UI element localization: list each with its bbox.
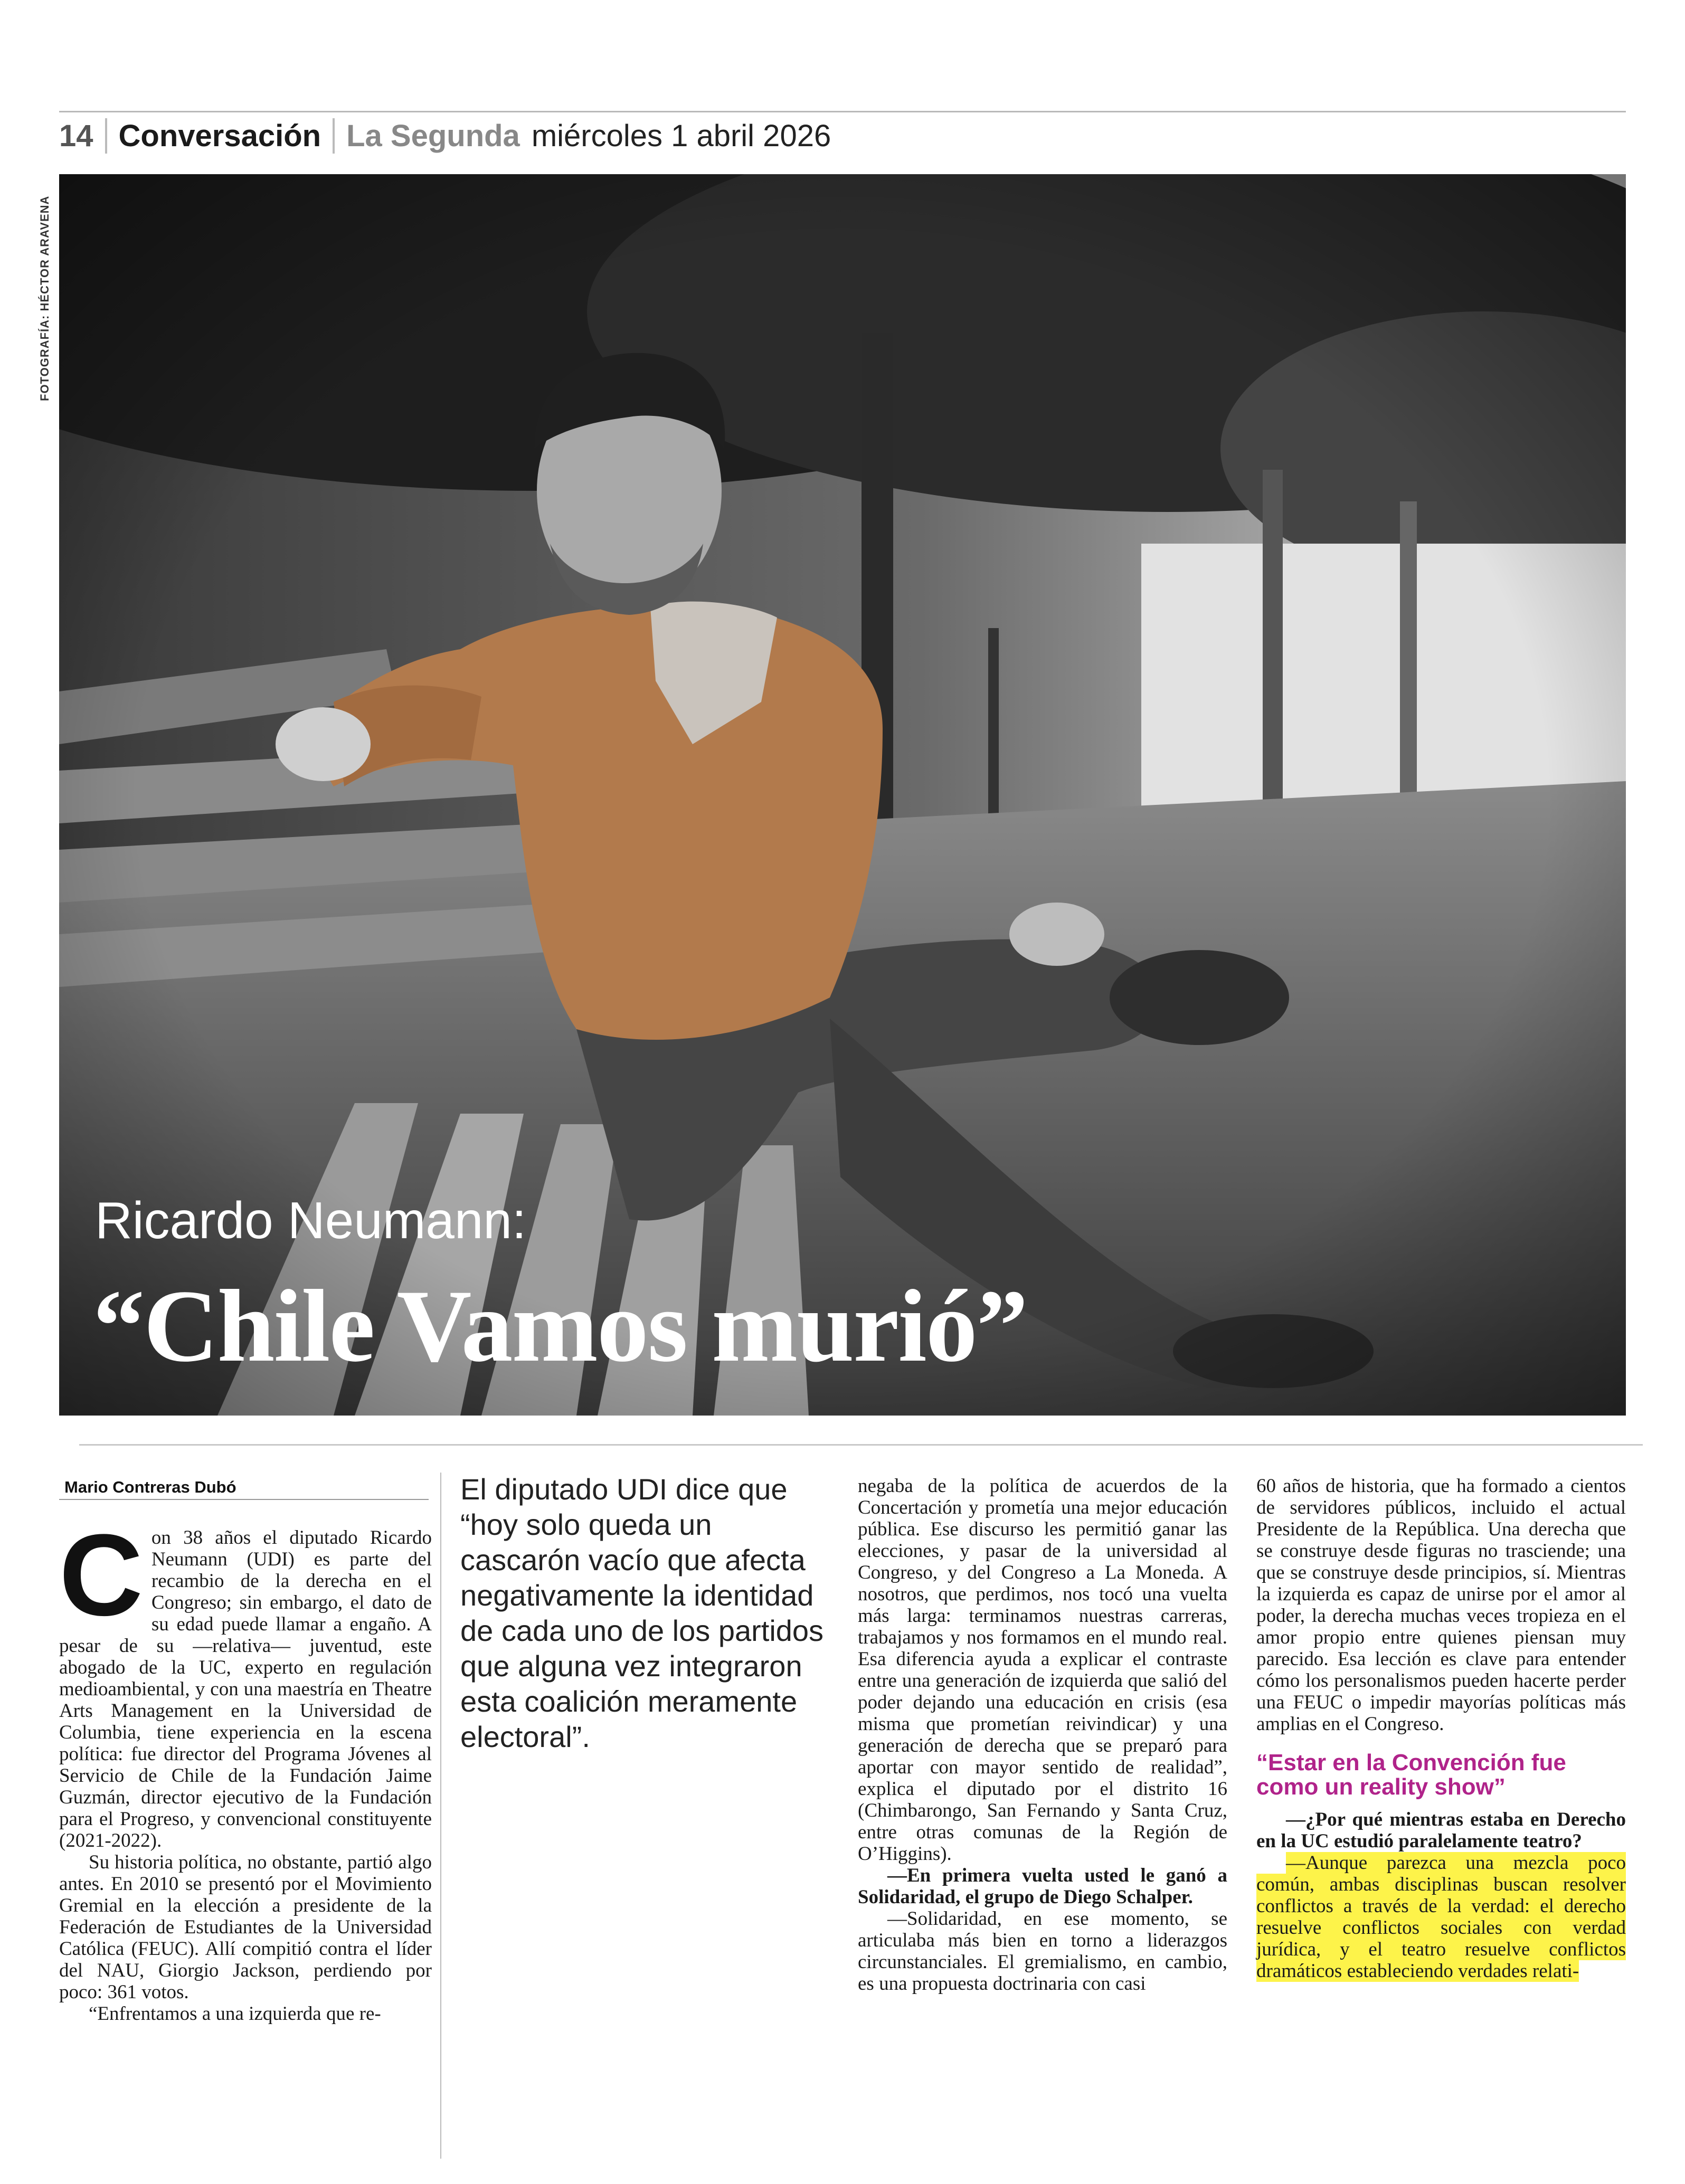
headline: “Chile Vamos murió” — [93, 1269, 1027, 1383]
page-number: 14 — [59, 118, 107, 154]
interview-question: —En primera vuelta usted le ganó a Solidaridad, el grupo de Diego Schalper. — [858, 1865, 1227, 1908]
byline-rule — [59, 1499, 429, 1500]
column-rule — [440, 1473, 441, 2159]
drop-cap: C — [59, 1510, 143, 1640]
article-paragraph: —Solidaridad, en ese momento, se articulaba más bien en torno a liderazgos circunstanciales. El gremialismo, en cambio, es una propuesta doctrinaria con casi — [858, 1908, 1227, 1995]
article-paragraph: negaba de la política de acuerdos de la Concertación y prometía una mejor educación pública. Ese discurso les permitió ganar las elecciones, y pasar de la universidad al Congreso, y del Congreso a La Moneda. A nosotros, que perdimos, nos tocó una vuelta más larga: terminamos nuestras carreras, trabajamos y nos formamos en el mundo real. Esa diferencia ayuda a explicar el contraste entre una generación de izquierda que salió del poder dejando una educación en crisis (esa misma que prometían reivindicar) y una generación de derecha que se preparó para aportar con mayor sentido de realidad”, explica el diputado por el distrito 16 (Chimbarongo, San Fernando y Santa Cruz, entre otras comunas de la Región de O’Higgins). — [858, 1475, 1227, 1865]
article-column-1 — [59, 1510, 432, 2025]
highlighted-text: —Aunque parezca una mezcla poco común, ambas disciplinas buscan resolver conflictos a través de la verdad: el derecho resuelve conflictos sociales con verdad jurídica, y el teatro resuelve conflictos dramáticos estableciendo verdades relati- — [1256, 1852, 1626, 1982]
article-column-3 — [858, 1475, 1227, 1995]
article-paragraph: Con 38 años el diputado Ricardo Neumann (UDI) es parte del recambio de la derecha en el Congreso; sin embargo, el dato de su edad puede llamar a engaño. A pesar de su —relativa— juventud, este abogado de la UC, experto en regulación medioambiental, y con una maestría en Theatre Arts Management en la Universidad de Columbia, tiene experiencia en la escena política: fue director del Programa Jóvenes al Servicio de Chile de la Fundación Jaime Guzmán, director ejecutivo de la Fundación para el Progreso, y convencional constituyente (2021-2022). — [59, 1510, 432, 1851]
headline-kicker: Ricardo Neumann: — [95, 1191, 527, 1249]
interview-answer — [1256, 1852, 1626, 1982]
byline: Mario Contreras Dubó — [64, 1478, 236, 1496]
interview-question: —¿Por qué mientras estaba en Derecho en la UC estudió paralelamente teatro? — [1256, 1809, 1626, 1852]
section-subhead: “Estar en la Convención fue como un reality show” — [1256, 1750, 1566, 1800]
section-name: Conversación — [119, 118, 335, 154]
photo-credit: FOTOGRAFÍA: HÉCTOR ARAVENA — [38, 195, 51, 401]
article-paragraph: 60 años de historia, que ha formado a cientos de servidores públicos, incluido el actual Presidente de la República. Una derecha que se construye desde figuras no trasciende; una que se construye desde principios, sí. Mientras la izquierda es capaz de unirse por el amor al poder, la derecha muchas veces tropieza en el amor propio entre quienes piensan muy parecido. Esa lección es clave para entender cómo los personalismos pueden hacerte perder una FEUC o impedir mayorías políticas más amplias en el Congreso. — [1256, 1475, 1626, 1735]
issue-date: miércoles 1 abril 2026 — [531, 118, 831, 153]
header-rule — [59, 111, 1626, 112]
article-paragraph: Su historia política, no obstante, partió algo antes. En 2010 se presentó por el Movimiento Gremial en la elección a presidente de la Federación de Estudiantes de la Universidad Católica (FEUC). Allí compitió contra el líder del NAU, Giorgio Jackson, perdiendo por poco: 361 votos. — [59, 1851, 432, 2003]
newspaper-name: La Segunda — [346, 118, 520, 153]
section-rule — [79, 1444, 1643, 1446]
article-paragraph: “Enfrentamos a una izquierda que re- — [89, 2003, 381, 2025]
article-column-4 — [1256, 1475, 1626, 1982]
masthead — [59, 117, 831, 154]
article-lead: El diputado UDI dice que “hoy solo queda un cascarón vacío que afecta negativamente la identidad de cada uno de los partidos que alguna vez integraron esta coalición meramente electoral”. — [460, 1473, 824, 1753]
